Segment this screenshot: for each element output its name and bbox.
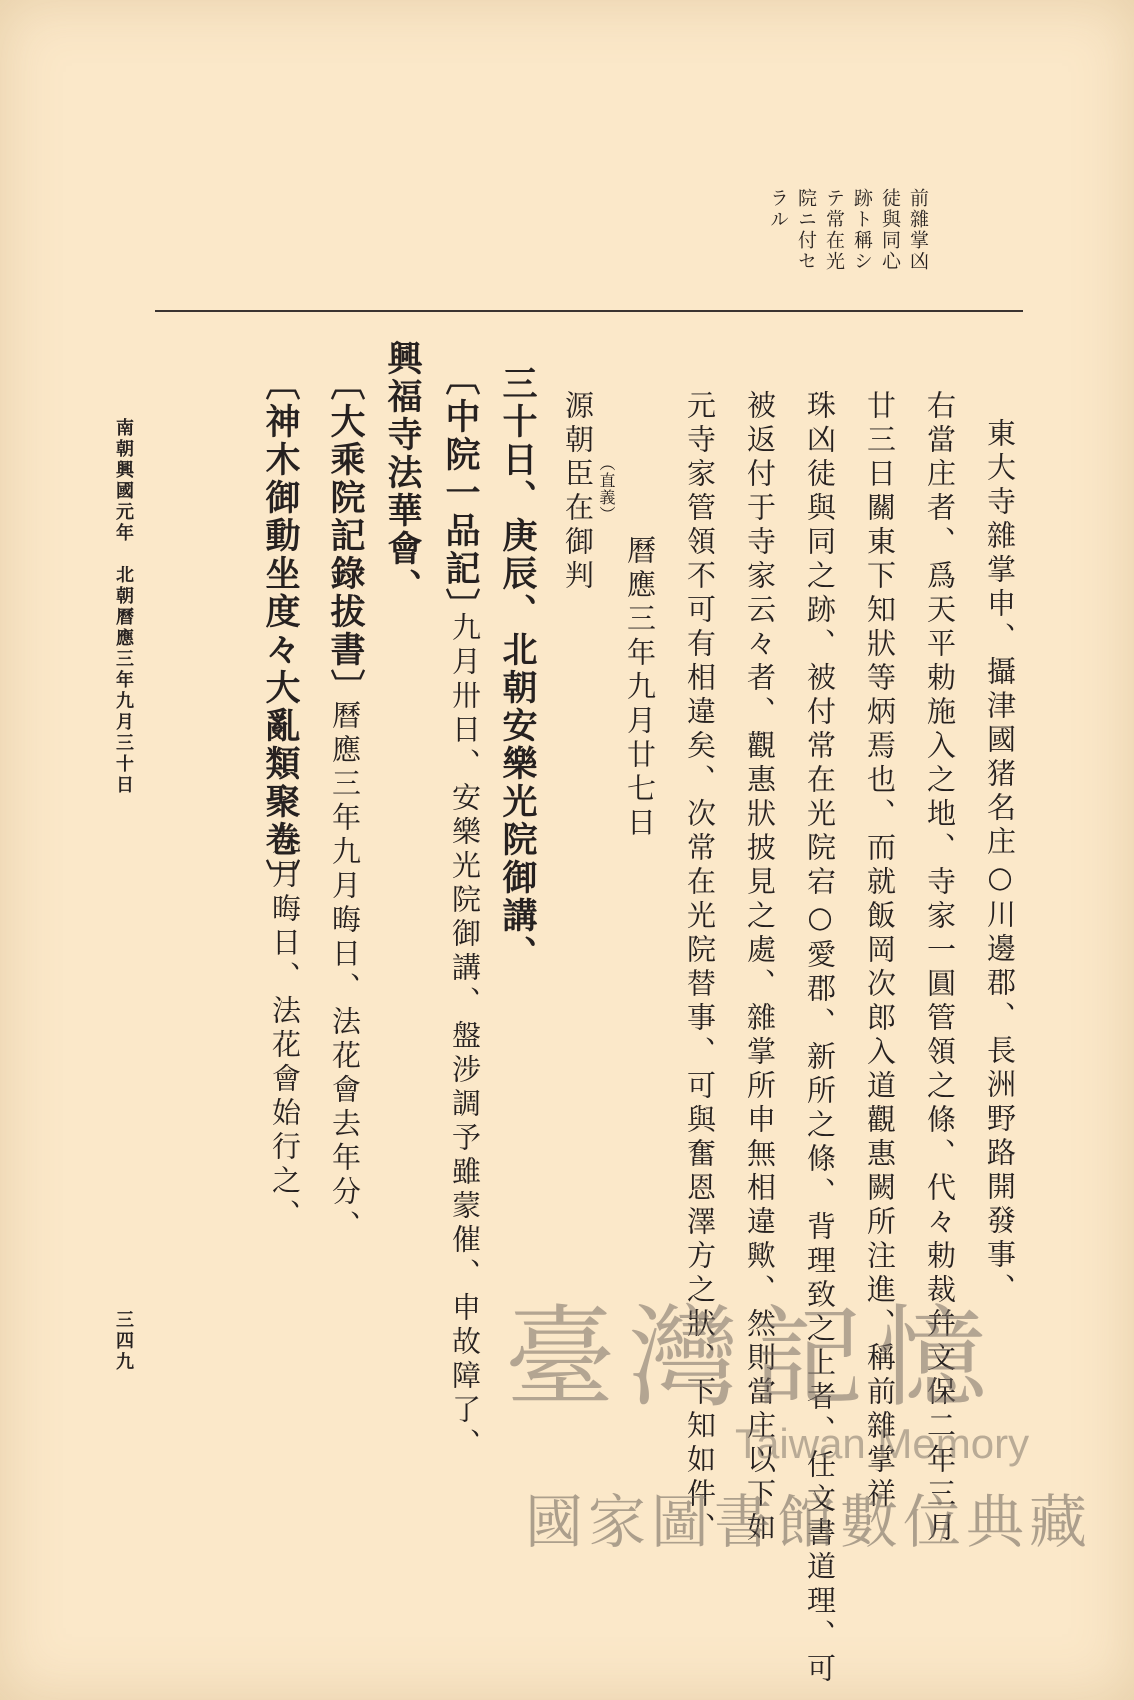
body-column-1: 東大寺雜掌申、攝津國猪名庄○川邊郡、長洲野路開發事、 (983, 418, 1017, 1307)
source-text-2: 曆應三年九月晦日、法花會去年分、 (328, 700, 362, 1244)
header-note-1: 前雜掌凶 (907, 188, 929, 272)
watermark-title: 臺灣記憶 (505, 1294, 1001, 1422)
header-note-4: テ常在光 (823, 188, 845, 272)
source-text-1: 九月卅日、安樂光院御講、盤涉調予雖蒙催、申故障了、 (448, 612, 482, 1462)
source-title-1: 〔中院一品記〕 (440, 360, 481, 626)
watermark (505, 1270, 1093, 1560)
signer-name: 源朝臣在御判 (561, 390, 595, 594)
source-title-3: 〔神木御動坐度々大亂類聚卷〕 (260, 365, 301, 897)
body-column-6: 元寺家管領不可有相違矣、次常在光院替事、可與奮恩澤方之狀、下知如件、 (683, 390, 717, 1546)
body-column-2: 右當庄者、爲天平勅施入之地、寺家一圓管領之條、代々勅裁幷文保二年三月 (923, 390, 957, 1546)
entry-heading: 三十日、庚辰、北朝安樂光院御講、 (497, 365, 538, 973)
body-column-4: 珠凶徒與同之跡、被付常在光院宕○愛郡、新所之條、背理致之上者、任文書道理、可 (803, 390, 837, 1687)
watermark-org: 國家圖書館數位典藏 (525, 1488, 1093, 1556)
header-note-2: 徒與同心 (879, 188, 901, 272)
header-rule (155, 310, 1023, 312)
body-column-5: 被返付于寺家云々者、觀惠狀披見之處、雜掌所申無相違歟、然則當庄以下如 (743, 390, 777, 1546)
running-title: 南朝興國元年 北朝曆應三年九月三十日 (113, 418, 134, 796)
header-note-5: 院ニ付セ (795, 188, 817, 272)
watermark-subtitle: Taiwan Memory (735, 1420, 1030, 1467)
header-note-3: 跡ト稱シ (851, 188, 873, 272)
entry-heading-2: 興福寺法華會、 (382, 340, 423, 606)
document-date: 曆應三年九月廿七日 (623, 535, 657, 841)
source-title-2: 〔大乘院記錄拔書〕 (325, 365, 366, 707)
signer-annotation: （直義） (597, 455, 616, 523)
header-note-6: ラル (767, 188, 789, 230)
page-number: 三四九 (113, 1310, 134, 1373)
source-text-3: 九月晦日、法花會始行之、 (268, 825, 302, 1233)
body-column-3: 廿三日關東下知狀等炳焉也、而就飯岡次郎入道觀惠闕所注進、稱前雜掌祥 (863, 390, 897, 1512)
